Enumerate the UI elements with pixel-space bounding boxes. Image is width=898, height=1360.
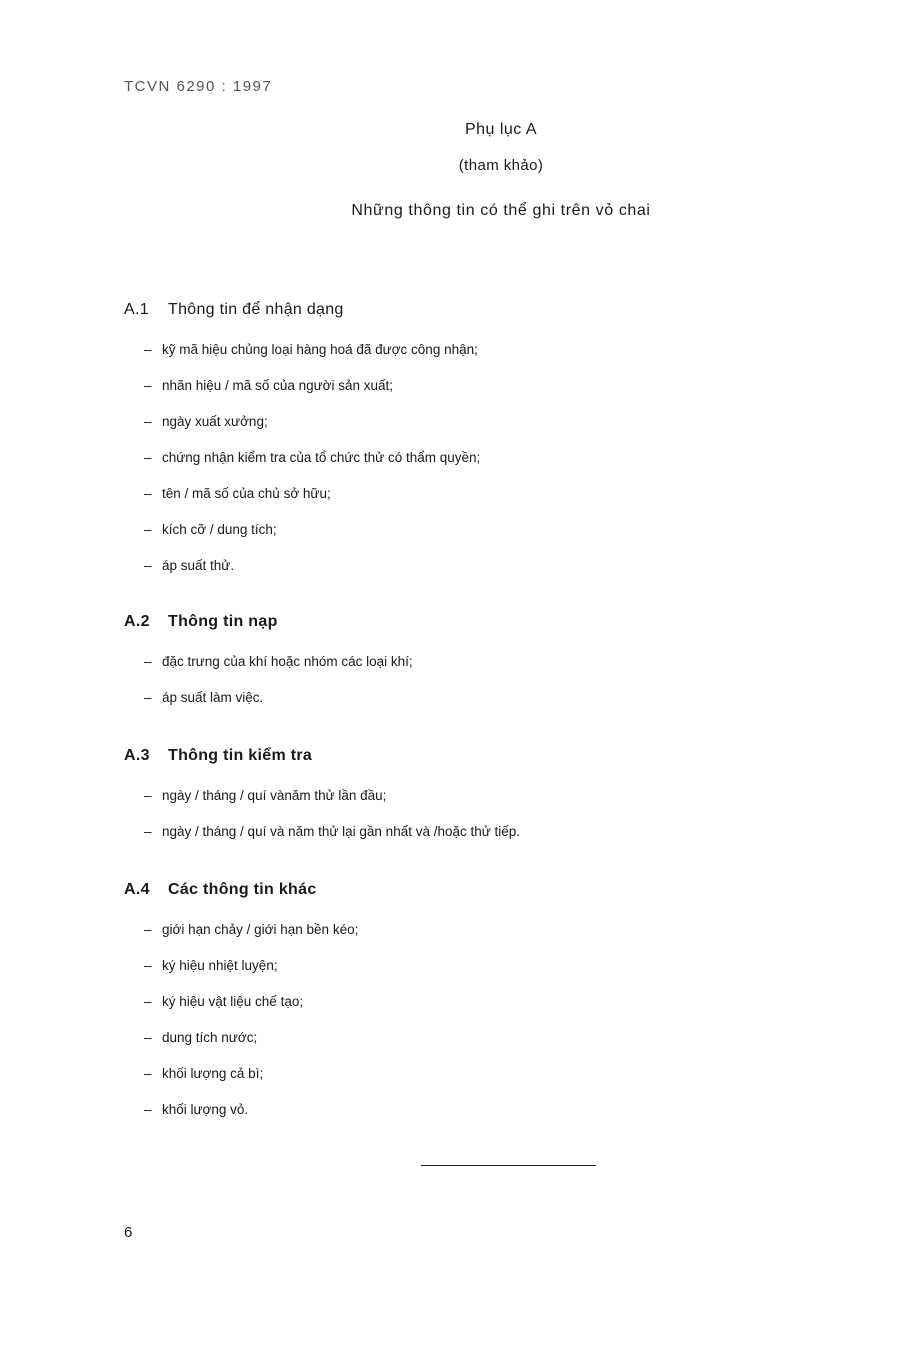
list-item-text: áp suất làm việc. xyxy=(162,690,264,705)
list-item-text: khối lượng cả bì; xyxy=(162,1066,264,1081)
list-item xyxy=(144,921,804,957)
list-item-text: ký hiệu nhiệt luyện; xyxy=(162,958,278,973)
list-item xyxy=(144,957,804,993)
list-item xyxy=(144,377,804,413)
list-item xyxy=(144,1101,804,1137)
list-item-text: dung tích nước; xyxy=(162,1030,258,1045)
section-number: A.2 xyxy=(124,613,150,630)
section-title: Thông tin nạp xyxy=(168,613,278,630)
list-item xyxy=(144,1065,804,1101)
list-item-text: kích cỡ / dung tích; xyxy=(162,522,277,537)
section-title: Thông tin kiểm tra xyxy=(168,747,313,764)
dash-bullet: – xyxy=(144,1066,152,1081)
annex-heading: Những thông tin có thể ghi trên vỏ chai xyxy=(351,202,651,219)
annex-note: (tham khảo) xyxy=(458,157,544,174)
list-item xyxy=(144,823,804,859)
dash-bullet: – xyxy=(144,1102,152,1117)
section-a4 xyxy=(124,879,804,1137)
section-heading xyxy=(124,611,804,633)
end-rule-divider xyxy=(421,1165,596,1166)
dash-bullet: – xyxy=(144,958,152,973)
page-number: 6 xyxy=(124,1224,133,1241)
dash-bullet: – xyxy=(144,788,152,803)
dash-bullet: – xyxy=(144,690,152,705)
list-item xyxy=(144,1029,804,1065)
list-item-text: đặc trưng của khí hoặc nhóm các loại khí; xyxy=(162,654,413,669)
section-heading xyxy=(124,299,804,321)
annex-title: Phụ lục A xyxy=(464,121,538,138)
dash-bullet: – xyxy=(144,342,152,357)
list-item-text: kỹ mã hiệu chủng loại hàng hoá đã được công nhận; xyxy=(162,342,478,357)
dash-bullet: – xyxy=(144,522,152,537)
list-item-text: áp suất thử. xyxy=(162,558,235,573)
list-item-text: ngày / tháng / quí và năm thử lại gần nhất và /hoặc thử tiếp. xyxy=(162,824,521,839)
list-item xyxy=(144,449,804,485)
list-item xyxy=(144,993,804,1029)
list-item-text: ngày / tháng / quí vànăm thử lần đầu; xyxy=(162,788,387,803)
dash-bullet: – xyxy=(144,654,152,669)
dash-bullet: – xyxy=(144,824,152,839)
section-a2 xyxy=(124,611,804,725)
dash-bullet: – xyxy=(144,922,152,937)
list-item xyxy=(144,485,804,521)
section-number: A.1 xyxy=(124,301,149,318)
section-number: A.3 xyxy=(124,747,150,764)
list-item xyxy=(144,557,804,593)
section-heading xyxy=(124,879,804,901)
list-item-text: tên / mã số của chủ sở hữu; xyxy=(162,486,331,501)
section-title: Các thông tin khác xyxy=(168,881,317,898)
dash-bullet: – xyxy=(144,378,152,393)
list-item-text: giới hạn chảy / giới hạn bền kéo; xyxy=(162,922,359,937)
list-item xyxy=(144,341,804,377)
list-item-text: nhãn hiệu / mã số của người sản xuất; xyxy=(162,378,394,393)
section-a1 xyxy=(124,299,804,593)
item-list xyxy=(124,341,804,593)
document-code: TCVN 6290 : 1997 xyxy=(124,78,273,95)
list-item-text: chứng nhận kiểm tra của tổ chức thử có thẩm quyền; xyxy=(162,450,481,465)
list-item xyxy=(144,689,804,725)
section-number: A.4 xyxy=(124,881,150,898)
list-item xyxy=(144,413,804,449)
item-list xyxy=(124,653,804,725)
dash-bullet: – xyxy=(144,558,152,573)
dash-bullet: – xyxy=(144,414,152,429)
list-item-text: ngày xuất xưởng; xyxy=(162,414,268,429)
item-list xyxy=(124,921,804,1137)
list-item xyxy=(144,653,804,689)
dash-bullet: – xyxy=(144,1030,152,1045)
list-item xyxy=(144,521,804,557)
list-item xyxy=(144,787,804,823)
dash-bullet: – xyxy=(144,486,152,501)
list-item-text: ký hiệu vật liệu chế tạo; xyxy=(162,994,304,1009)
section-a3 xyxy=(124,745,804,859)
section-heading xyxy=(124,745,804,767)
section-title: Thông tin để nhận dạng xyxy=(168,301,344,318)
dash-bullet: – xyxy=(144,450,152,465)
list-item-text: khối lượng vỏ. xyxy=(162,1102,249,1117)
item-list xyxy=(124,787,804,859)
dash-bullet: – xyxy=(144,994,152,1009)
